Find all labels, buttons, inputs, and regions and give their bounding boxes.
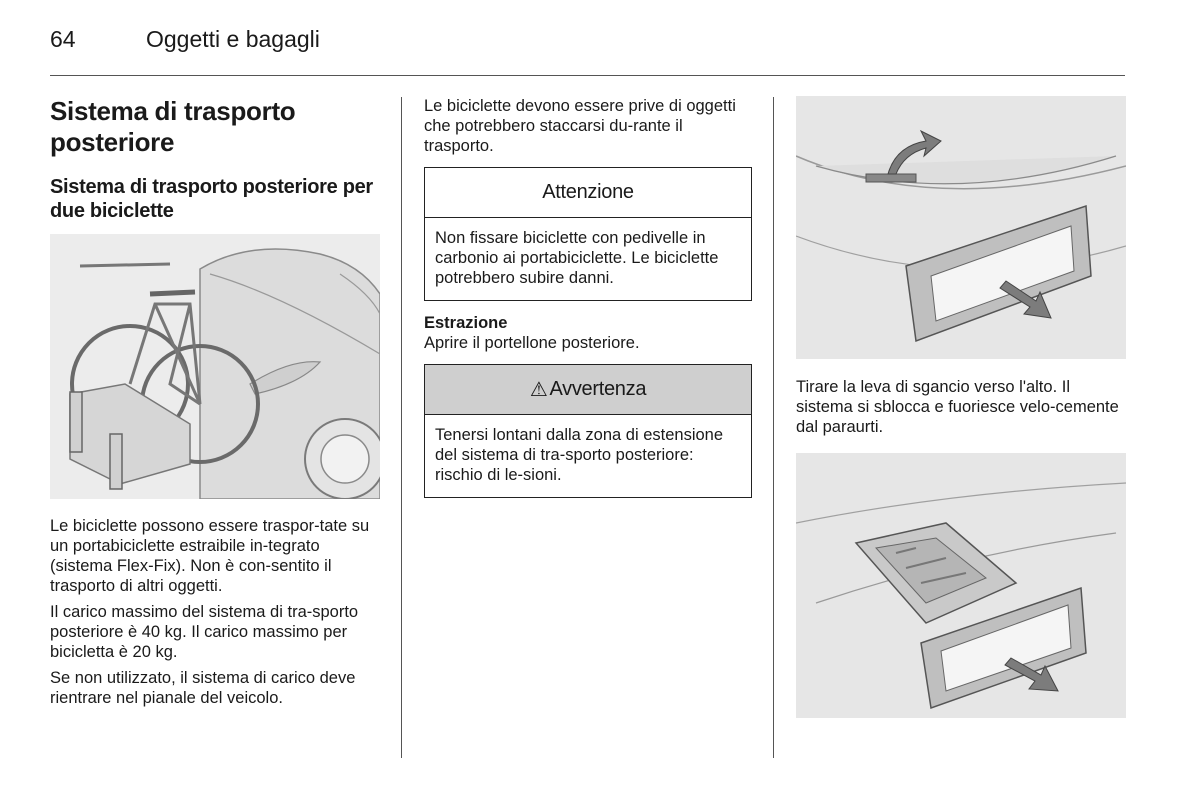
release-lever-illustration [796, 96, 1126, 359]
intro-paragraph: Le biciclette devono essere prive di oggetti che potrebbero staccarsi du-rante il trasporto. [424, 97, 736, 155]
extraction-heading: Estrazione [424, 314, 508, 332]
caution-text: Non fissare biciclette con pedivelle in carbonio ai portabiciclette. Le biciclette potrebbero subire danni. [435, 229, 719, 287]
bike-carrier-illustration [50, 234, 380, 499]
extended-carrier-drawing [796, 453, 1126, 718]
warning-header [425, 365, 751, 415]
page-number: 64 [50, 26, 76, 52]
warning-text: Tenersi lontani dalla zona di estensione del sistema di tra-sporto posteriore: rischio di le-sioni. [435, 426, 724, 484]
caution-box [424, 167, 752, 301]
bike-carrier-drawing [50, 234, 380, 499]
release-lever-drawing [796, 96, 1126, 359]
paragraph: Il carico massimo del sistema di tra-sporto posteriore è 40 kg. Il carico massimo per bicicletta è 20 kg. [50, 603, 359, 661]
header-divider [50, 75, 1125, 76]
sub-heading: Sistema di trasporto posteriore per due biciclette [50, 176, 373, 222]
paragraph: Le biciclette possono essere traspor-tate su un portabiciclette estraibile in-tegrato (sistema Flex-Fix). Non è con-sentito il trasporto di altri oggetti. [50, 517, 370, 595]
main-heading: Sistema di trasporto posteriore [50, 96, 296, 157]
warning-box [424, 364, 752, 498]
warning-title: Avvertenza [549, 378, 647, 400]
column-divider-2 [773, 97, 774, 758]
page-header [50, 26, 1125, 76]
column-2 [424, 96, 752, 498]
column-3 [796, 96, 1126, 718]
lever-instruction: Tirare la leva di sgancio verso l'alto. Il sistema si sblocca e fuoriesce velo-cemente dal paraurti. [796, 378, 1119, 436]
col1-body [50, 516, 380, 708]
extended-carrier-illustration [796, 453, 1126, 718]
warning-triangle-icon: ⚠ [529, 379, 548, 401]
column-1 [50, 96, 380, 714]
section-title: Oggetti e bagagli [146, 26, 320, 52]
extraction-text: Aprire il portellone posteriore. [424, 334, 640, 352]
caution-title: Attenzione [425, 168, 751, 218]
column-divider-1 [401, 97, 402, 758]
paragraph: Se non utilizzato, il sistema di carico deve rientrare nel pianale del veicolo. [50, 669, 356, 707]
